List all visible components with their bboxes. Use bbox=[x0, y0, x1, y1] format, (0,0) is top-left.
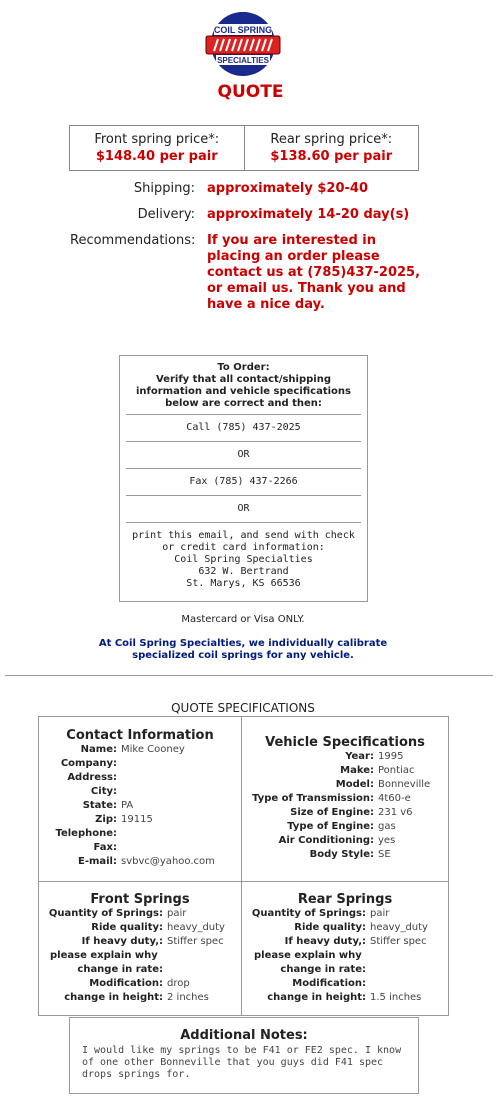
front-mod-value: drop bbox=[167, 978, 190, 989]
vehicle-row-label: Year: bbox=[345, 751, 374, 762]
vehicle-row bbox=[242, 778, 448, 792]
rear-mod-value bbox=[366, 977, 370, 991]
order-or-1: OR bbox=[126, 441, 361, 468]
contact-row bbox=[39, 841, 241, 855]
vehicle-row-label: Type of Transmission: bbox=[252, 793, 374, 804]
rear-explain-label: please explain why bbox=[254, 950, 362, 961]
order-mail-block bbox=[126, 522, 361, 597]
calibrate-tagline bbox=[0, 638, 486, 662]
delivery-value: approximately 14-20 day(s) bbox=[207, 207, 410, 222]
vehicle-specs-cell bbox=[242, 735, 448, 862]
rear-hd-value: Stiffer spec bbox=[370, 936, 427, 947]
rear-springs-cell bbox=[242, 892, 448, 1005]
logo-top-text: COIL SPRING bbox=[213, 25, 273, 35]
vehicle-row bbox=[242, 750, 448, 764]
rear-hd-label: If heavy duty,: bbox=[284, 936, 366, 947]
rear-qty-label: Quantity of Springs: bbox=[251, 908, 366, 919]
vehicle-row-value: 231 v6 bbox=[378, 807, 413, 818]
front-price-label: Front spring price*: bbox=[94, 132, 220, 147]
contact-row bbox=[39, 785, 241, 799]
vehicle-row-value: gas bbox=[378, 821, 396, 832]
contact-row-label: E-mail: bbox=[77, 856, 117, 867]
contact-row-value: svbvc@yahoo.com bbox=[121, 856, 215, 867]
contact-row bbox=[39, 771, 241, 785]
front-springs-cell bbox=[39, 892, 241, 1005]
shipping-label: Shipping: bbox=[133, 181, 195, 196]
vehicle-row bbox=[242, 806, 448, 820]
front-hd-label: If heavy duty,: bbox=[81, 936, 163, 947]
rear-mod-label: Modification: bbox=[292, 978, 366, 989]
contact-info-cell bbox=[39, 728, 241, 869]
contact-row bbox=[39, 799, 241, 813]
vehicle-row-value: Pontiac bbox=[378, 765, 415, 776]
front-price-cell bbox=[70, 126, 244, 170]
contact-row bbox=[39, 855, 241, 869]
vehicle-row-label: Body Style: bbox=[309, 849, 374, 860]
company-logo bbox=[200, 10, 286, 80]
contact-row-label: Telephone: bbox=[55, 828, 117, 839]
vehicle-row-value: 1995 bbox=[378, 751, 404, 762]
contact-row bbox=[39, 757, 241, 771]
order-mail-line2: Coil Spring Specialties bbox=[174, 554, 313, 565]
vehicle-row bbox=[242, 792, 448, 806]
contact-row bbox=[39, 743, 241, 757]
rear-rate-value bbox=[366, 963, 370, 977]
vehicle-row-value: Bonneville bbox=[378, 779, 431, 790]
contact-row-value bbox=[117, 785, 121, 799]
vehicle-row bbox=[242, 764, 448, 778]
section-divider bbox=[5, 675, 493, 676]
vehicle-row-value: SE bbox=[378, 849, 391, 860]
page-title: QUOTE bbox=[217, 82, 284, 102]
contact-row-value bbox=[117, 827, 121, 841]
contact-row-label: State: bbox=[82, 800, 117, 811]
grid-horizontal-divider bbox=[39, 881, 448, 882]
contact-info-rows bbox=[39, 743, 241, 869]
order-call: Call (785) 437-2025 bbox=[126, 414, 361, 441]
calibrate-text: At Coil Spring Specialties, we individually calibrate specialized coil springs for any vehicle. bbox=[98, 638, 388, 661]
to-order-box bbox=[119, 355, 368, 602]
front-price-value: $148.40 per pair bbox=[95, 149, 218, 164]
rear-price-cell bbox=[244, 126, 419, 170]
rear-qty-value: pair bbox=[370, 908, 390, 919]
rear-rate-label: change in rate: bbox=[280, 964, 366, 975]
vehicle-row bbox=[242, 848, 448, 862]
front-height-label: change in height: bbox=[64, 992, 163, 1003]
vehicle-specs-rows bbox=[242, 750, 448, 862]
vehicle-row-label: Model: bbox=[335, 779, 374, 790]
vehicle-row bbox=[242, 834, 448, 848]
front-hd-value: Stiffer spec bbox=[167, 936, 224, 947]
front-qty-value: pair bbox=[167, 908, 187, 919]
front-rate-label: change in rate: bbox=[77, 964, 163, 975]
contact-row-label: Name: bbox=[80, 744, 117, 755]
rear-ride-label: Ride quality: bbox=[294, 922, 366, 933]
order-instructions: Verify that all contact/shipping information and vehicle specifications below are correct and then: bbox=[135, 374, 351, 409]
front-height-value: 2 inches bbox=[167, 992, 209, 1003]
order-heading: To Order: bbox=[217, 362, 270, 373]
notes-text: I would like my springs to be F41 or FE2 spec. I know of one other Bonneville that you guys did F41 spec drops springs for. bbox=[82, 1045, 402, 1080]
contact-row-label: Zip: bbox=[95, 814, 117, 825]
vehicle-row-label: Make: bbox=[340, 765, 374, 776]
notes-title: Additional Notes: bbox=[180, 1028, 308, 1043]
contact-row-label: Company: bbox=[60, 758, 117, 769]
recommendations-label: Recommendations: bbox=[70, 233, 196, 248]
payment-note: Mastercard or Visa ONLY. bbox=[181, 614, 305, 625]
rear-price-label: Rear spring price*: bbox=[270, 132, 393, 147]
rear-price-value: $138.60 per pair bbox=[270, 149, 393, 164]
specs-title: QUOTE SPECIFICATIONS bbox=[171, 701, 315, 715]
rear-height-label: change in height: bbox=[267, 992, 366, 1003]
rear-ride-value: heavy_duty bbox=[370, 922, 428, 933]
contact-row-value: Mike Cooney bbox=[121, 744, 185, 755]
vehicle-row-value: yes bbox=[378, 835, 396, 846]
contact-row-value bbox=[117, 757, 121, 771]
contact-row bbox=[39, 813, 241, 827]
contact-row-value: 19115 bbox=[121, 814, 153, 825]
additional-notes-box bbox=[69, 1017, 419, 1094]
front-springs-title: Front Springs bbox=[90, 892, 190, 907]
front-rate-value bbox=[163, 963, 167, 977]
order-fax: Fax (785) 437-2266 bbox=[126, 468, 361, 495]
contact-row bbox=[39, 827, 241, 841]
recommendations-value: If you are interested in placing an order please contact us at (785)437-2025, or email us. Thank you and have a nice day. bbox=[207, 233, 421, 312]
front-explain-label: please explain why bbox=[50, 950, 158, 961]
order-or-2: OR bbox=[126, 495, 361, 522]
price-table bbox=[69, 125, 419, 171]
specs-grid bbox=[38, 716, 449, 1016]
contact-row-label: Fax: bbox=[93, 842, 117, 853]
vehicle-row-label: Size of Engine: bbox=[290, 807, 374, 818]
contact-row-value bbox=[117, 771, 121, 785]
contact-info-title: Contact Information bbox=[66, 728, 214, 743]
rear-springs-title: Rear Springs bbox=[297, 892, 393, 907]
rear-height-value: 1.5 inches bbox=[370, 992, 422, 1003]
vehicle-row-label: Type of Engine: bbox=[287, 821, 374, 832]
contact-row-value bbox=[117, 841, 121, 855]
front-ride-label: Ride quality: bbox=[91, 922, 163, 933]
vehicle-row-label: Air Conditioning: bbox=[278, 835, 374, 846]
vehicle-specs-title: Vehicle Specifications bbox=[265, 735, 425, 750]
contact-row-value: PA bbox=[121, 800, 134, 811]
order-mail-line3: 632 W. Bertrand bbox=[198, 566, 289, 577]
front-mod-label: Modification: bbox=[89, 978, 163, 989]
contact-row-label: City: bbox=[90, 786, 117, 797]
order-mail-line1: print this email, and send with check or credit card information: bbox=[132, 530, 355, 553]
order-heading-block bbox=[120, 356, 367, 414]
vehicle-row bbox=[242, 820, 448, 834]
order-mail-line4: St. Marys, KS 66536 bbox=[186, 578, 301, 589]
front-ride-value: heavy_duty bbox=[167, 922, 225, 933]
contact-row-label: Address: bbox=[67, 772, 117, 783]
delivery-label: Delivery: bbox=[137, 207, 195, 222]
shipping-value: approximately $20-40 bbox=[207, 181, 368, 196]
logo-bottom-text: SPECIALTIES bbox=[217, 56, 269, 65]
vehicle-row-value: 4t60-e bbox=[378, 793, 411, 804]
front-qty-label: Quantity of Springs: bbox=[48, 908, 163, 919]
